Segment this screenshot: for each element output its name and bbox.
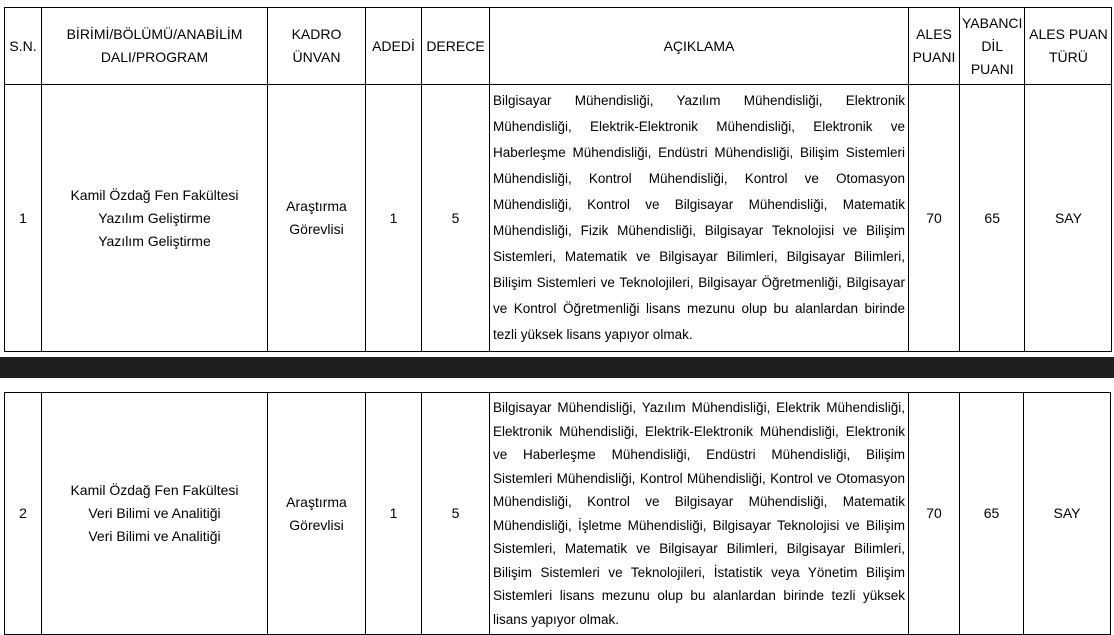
row-unit: Kamil Özdağ Fen Fakültesi Yazılım Geliştirme Yazılım Geliştirme [42,85,268,352]
row-aciklama: Bilgisayar Mühendisliği, Yazılım Mühendisliği, Elektrik Mühendisliği, Elektronik Mühendisliği, Elektrik-Elektronik Mühendisliği, Elektronik ve Haberleşme Mühendisliği, Endüstri Mühendisliği, Bilişim Sistemleri Mühendisliği, Kontrol Mühendisliği, Kontrol ve Otomasyon Mühendisliği, Kontrol ve Bilgisayar Mühendisliği, Matematik Mühendisliği, İşletme Mühendisliği, Bilgisayar Teknolojisi ve Bilişim Sistemleri, Matematik ve Bilgisayar Bilimleri, Bilgisayar Bilimleri, Bilişim Sistemleri ve Teknolojileri, İstatistik veya Yönetim Bilişim Sistemleri lisans mezunu olup bu alanlardan birinde tezli yüksek lisans yapıyor olmak. [490,393,909,635]
header-ales-turu: ALES PUAN TÜRÜ [1025,8,1112,85]
header-sn: S.N. [5,8,42,85]
page-separator-bar [0,357,1114,378]
positions-table-continued [4,392,1111,635]
row-kadro: Araştırma Görevlisi [268,85,366,352]
row-adedi: 1 [366,85,422,352]
header-row [5,8,1112,85]
table-row [5,85,1112,352]
header-adedi: ADEDİ [366,8,422,85]
row-yabanci: 65 [960,393,1024,635]
row-derece: 5 [422,85,490,352]
row-ales-turu: SAY [1024,393,1111,635]
row-yabanci: 65 [960,85,1025,352]
row-sn: 1 [5,85,42,352]
header-derece: DERECE [422,8,490,85]
row-ales: 70 [909,85,960,352]
header-aciklama: AÇIKLAMA [490,8,909,85]
table-row [5,393,1111,635]
row-ales-turu: SAY [1025,85,1112,352]
positions-table [4,7,1112,352]
row-unit: Kamil Özdağ Fen Fakültesi Veri Bilimi ve Analitiği Veri Bilimi ve Analitiği [42,393,268,635]
header-ales: ALES PUANI [909,8,960,85]
header-unit: BİRİMİ/BÖLÜMÜ/ANABİLİM DALI/PROGRAM [42,8,268,85]
row-aciklama: Bilgisayar Mühendisliği, Yazılım Mühendisliği, Elektronik Mühendisliği, Elektrik-Elektronik Mühendisliği, Elektronik ve Haberleşme Mühendisliği, Endüstri Mühendisliği, Bilişim Sistemleri Mühendisliği, Kontrol Mühendisliği, Kontrol ve Otomasyon Mühendisliği, Kontrol ve Bilgisayar Mühendisliği, Matematik Mühendisliği, Fizik Mühendisliği, Bilgisayar Teknolojisi ve Bilişim Sistemleri, Matematik ve Bilgisayar Bilimleri, Bilgisayar Bilimleri, Bilişim Sistemleri ve Teknolojileri, Bilgisayar Öğretmenliği, Bilgisayar ve Kontrol Öğretmenliği lisans mezunu olup bu alanlardan birinde tezli yüksek lisans yapıyor olmak. [490,85,909,352]
header-kadro: KADRO ÜNVAN [268,8,366,85]
row-derece: 5 [422,393,490,635]
row-ales: 70 [909,393,960,635]
row-sn: 2 [5,393,42,635]
header-yabanci: YABANCI DİL PUANI [960,8,1025,85]
row-kadro: Araştırma Görevlisi [268,393,366,635]
row-adedi: 1 [366,393,422,635]
